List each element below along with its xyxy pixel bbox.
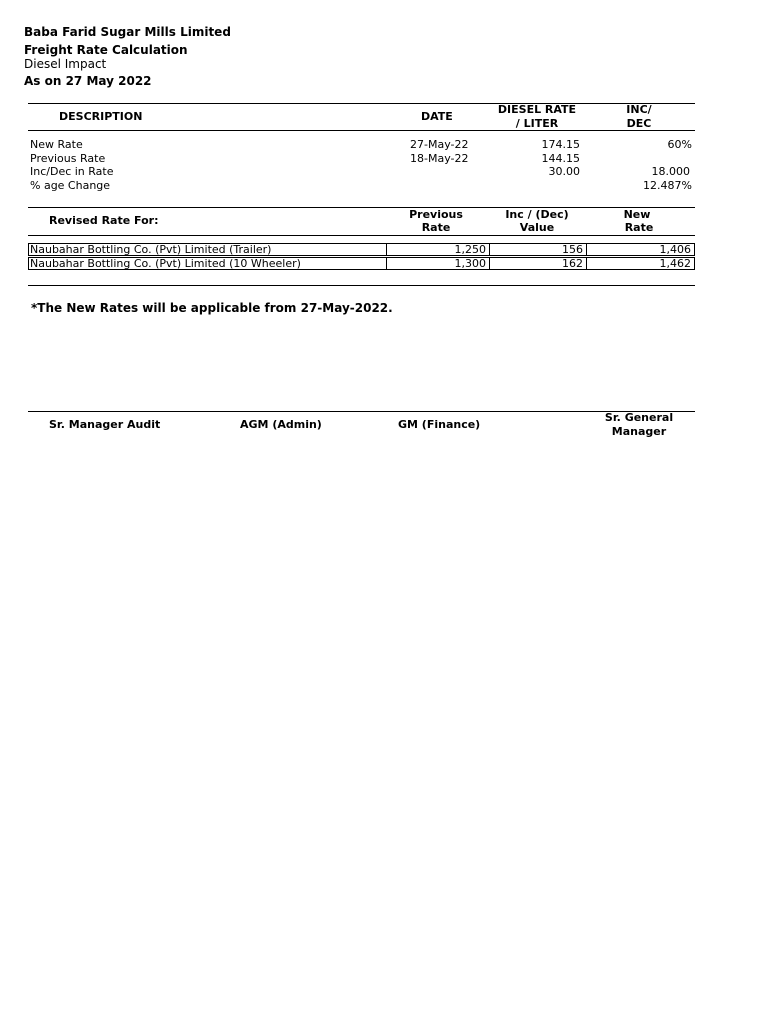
- table-row-inc: 156: [489, 243, 587, 256]
- signature-sr-general: Sr. General: [604, 411, 674, 424]
- row-previous-rate-value: 144.15: [541, 152, 580, 165]
- revised-rate-label: Revised Rate For:: [49, 214, 159, 227]
- header-description: DESCRIPTION: [59, 110, 143, 123]
- header-new-rate: Rate: [624, 221, 654, 234]
- table-top-rule: [28, 103, 695, 104]
- row-new-rate-label: New Rate: [30, 138, 83, 151]
- header-inc-dec: Inc / (Dec): [505, 208, 569, 221]
- table-row-new: 1,462: [586, 257, 695, 270]
- header-inc: INC/: [626, 103, 652, 116]
- revised-header-rule: [28, 235, 695, 236]
- signature-agm-admin: AGM (Admin): [240, 418, 322, 431]
- row-new-rate-value: 174.15: [541, 138, 580, 151]
- revised-top-rule: [28, 207, 695, 208]
- row-inc-dec-label: Inc/Dec in Rate: [30, 165, 114, 178]
- header-dec: DEC: [626, 117, 652, 130]
- header-previous: Previous: [409, 208, 463, 221]
- header-inc-dec-value: Value: [519, 221, 555, 234]
- signature-sr-manager-audit: Sr. Manager Audit: [49, 418, 161, 431]
- applicability-note: *The New Rates will be applicable from 27-May-2022.: [31, 301, 393, 315]
- table-row-new: 1,406: [586, 243, 695, 256]
- table-row-previous: 1,250: [386, 243, 490, 256]
- row-previous-rate-label: Previous Rate: [30, 152, 106, 165]
- table-row-previous: 1,300: [386, 257, 490, 270]
- as-on-date: As on 27 May 2022: [24, 74, 152, 88]
- row-new-rate-date: 27-May-22: [410, 138, 469, 151]
- table-row-name: Naubahar Bottling Co. (Pvt) Limited (Trailer): [28, 243, 387, 256]
- table-header-rule: [28, 130, 695, 131]
- header-date: DATE: [421, 110, 453, 123]
- header-new: New: [623, 208, 651, 221]
- header-diesel-rate: DIESEL RATE: [497, 103, 577, 116]
- row-pct-change-inc: 12.487%: [643, 179, 692, 192]
- document-subtitle: Diesel Impact: [24, 57, 107, 71]
- header-per-liter: / LITER: [515, 117, 559, 130]
- document-title: Freight Rate Calculation: [24, 43, 188, 57]
- row-previous-rate-date: 18-May-22: [410, 152, 469, 165]
- signature-manager: Manager: [611, 425, 667, 438]
- table-row-inc: 162: [489, 257, 587, 270]
- row-inc-dec-value: 30.00: [548, 165, 580, 178]
- row-new-rate-inc: 60%: [667, 138, 692, 151]
- revised-bottom-rule: [28, 285, 695, 286]
- signature-gm-finance: GM (Finance): [398, 418, 481, 431]
- company-name: Baba Farid Sugar Mills Limited: [24, 25, 231, 39]
- row-inc-dec-inc: 18.000: [651, 165, 690, 178]
- row-pct-change-label: % age Change: [30, 179, 111, 192]
- table-row-name: Naubahar Bottling Co. (Pvt) Limited (10 Wheeler): [28, 257, 387, 270]
- header-previous-rate: Rate: [421, 221, 451, 234]
